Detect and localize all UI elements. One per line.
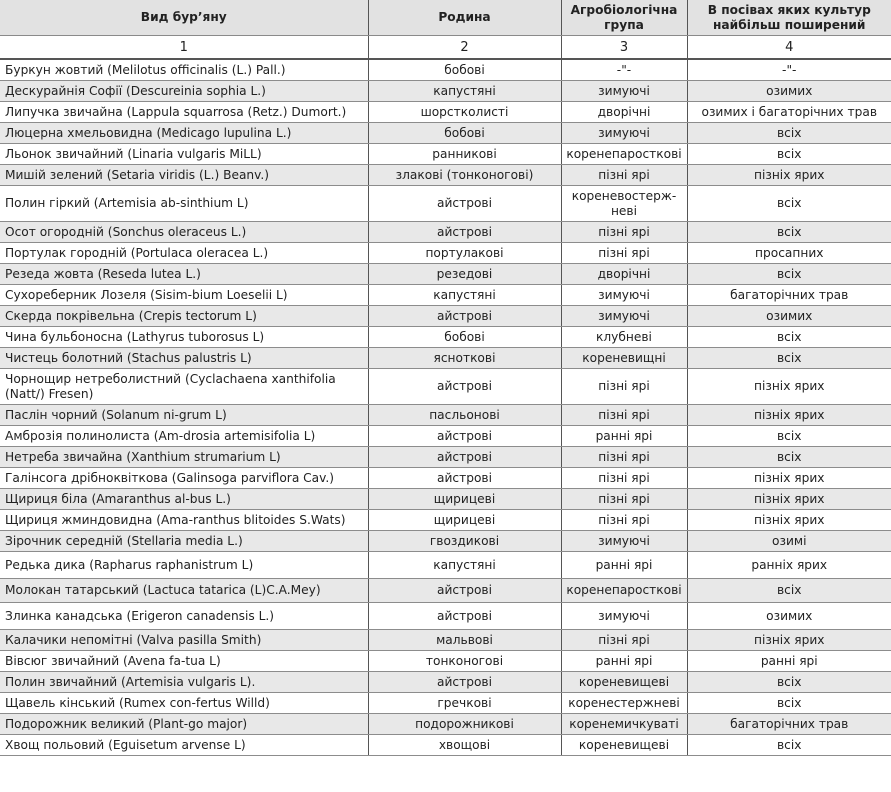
- crops-cell: озимих: [687, 306, 891, 327]
- group-cell: зимуючі: [561, 603, 687, 630]
- group-cell: коренемичкуваті: [561, 714, 687, 735]
- table-row: [0, 510, 891, 531]
- table-row: [0, 426, 891, 447]
- group-cell: кореневищні: [561, 348, 687, 369]
- weed-name-cell: Редька дика (Rapharus raphanistrum L): [0, 552, 368, 579]
- crops-cell: -"-: [687, 59, 891, 81]
- family-cell: бобові: [368, 327, 561, 348]
- crops-cell: всіх: [687, 144, 891, 165]
- weed-name-cell: Вівсюг звичайний (Avena fa-tua L): [0, 651, 368, 672]
- weed-name-cell: Молокан татарський (Lactuca tatarica (L)C.A.Mey): [0, 579, 368, 603]
- crops-cell: всіх: [687, 672, 891, 693]
- header-agrobiological-group-line1: Агробіологічна: [570, 2, 678, 17]
- weed-name-cell: Люцерна хмельовидна (Medicago lupulina L.): [0, 123, 368, 144]
- group-cell: дворічні: [561, 264, 687, 285]
- weed-name-cell: Щириця біла (Amaranthus al-bus L.): [0, 489, 368, 510]
- family-cell: айстрові: [368, 579, 561, 603]
- weed-name-cell: Паслін чорний (Solanum ni-grum L): [0, 405, 368, 426]
- crops-cell: всіх: [687, 579, 891, 603]
- table-body: [0, 36, 891, 756]
- group-cell: кореневищеві: [561, 672, 687, 693]
- group-cell: коренестержневі: [561, 693, 687, 714]
- weed-name-cell: Буркун жовтий (Melilotus officinalis (L.) Pall.): [0, 59, 368, 81]
- group-cell: пізні ярі: [561, 222, 687, 243]
- group-cell: пізні ярі: [561, 447, 687, 468]
- family-cell: капустяні: [368, 552, 561, 579]
- group-cell: пізні ярі: [561, 510, 687, 531]
- family-cell: бобові: [368, 123, 561, 144]
- table-row: [0, 369, 891, 405]
- weed-name-cell: Мишій зелений (Setaria viridis (L.) Beanv.): [0, 165, 368, 186]
- table-row: [0, 447, 891, 468]
- crops-cell: пізніх ярих: [687, 510, 891, 531]
- weed-name-cell: Дескурайнія Софії (Descureinia sophia L.): [0, 81, 368, 102]
- weed-name-cell: Чистець болотний (Stachus palustris L): [0, 348, 368, 369]
- weed-name-cell: Нетреба звичайна (Xanthium strumarium L): [0, 447, 368, 468]
- table-row: [0, 579, 891, 603]
- table-row: [0, 348, 891, 369]
- family-cell: айстрові: [368, 222, 561, 243]
- weed-name-cell: Амброзія полинолиста (Am-drosia artemisifolia L): [0, 426, 368, 447]
- family-cell: ясноткові: [368, 348, 561, 369]
- family-cell: щирицеві: [368, 510, 561, 531]
- table-row: [0, 672, 891, 693]
- crops-cell: пізніх ярих: [687, 405, 891, 426]
- crops-cell: всіх: [687, 222, 891, 243]
- weed-name-cell: Щириця жминдовидна (Ama-ranthus blitoides S.Wats): [0, 510, 368, 531]
- table-row: [0, 327, 891, 348]
- table-row: [0, 186, 891, 222]
- crops-cell: ранніх ярих: [687, 552, 891, 579]
- table-row: [0, 405, 891, 426]
- group-cell: пізні ярі: [561, 165, 687, 186]
- column-number: 1: [0, 36, 368, 60]
- table-row: [0, 264, 891, 285]
- table-row: [0, 735, 891, 756]
- weed-name-cell: Полин гіркий (Artemisia ab-sinthium L): [0, 186, 368, 222]
- crops-cell: ранні ярі: [687, 651, 891, 672]
- column-number: 4: [687, 36, 891, 60]
- group-cell: коренепаросткові: [561, 144, 687, 165]
- family-cell: тонконогові: [368, 651, 561, 672]
- weed-name-cell: Злинка канадська (Erigeron canadensis L.): [0, 603, 368, 630]
- family-cell: пасльонові: [368, 405, 561, 426]
- crops-cell: багаторічних трав: [687, 714, 891, 735]
- weed-name-cell: Портулак городній (Portulaca oleracea L.): [0, 243, 368, 264]
- weed-name-cell: Щавель кінський (Rumex con-fertus Willd): [0, 693, 368, 714]
- family-cell: бобові: [368, 59, 561, 81]
- crops-cell: озимих: [687, 81, 891, 102]
- group-cell: зимуючі: [561, 531, 687, 552]
- table-row: [0, 81, 891, 102]
- column-number: 3: [561, 36, 687, 60]
- family-cell: айстрові: [368, 426, 561, 447]
- weed-name-cell: Чина бульбоносна (Lathyrus tuborosus L): [0, 327, 368, 348]
- weed-name-cell: Льонок звичайний (Linaria vulgaris MiLL): [0, 144, 368, 165]
- header-crops-line2: найбільш поширений: [713, 17, 866, 32]
- weed-name-cell: Галінсога дрібноквіткова (Galinsoga parviflora Cav.): [0, 468, 368, 489]
- crops-cell: пізніх ярих: [687, 489, 891, 510]
- table-row: [0, 552, 891, 579]
- table-row: [0, 144, 891, 165]
- group-cell: зимуючі: [561, 81, 687, 102]
- crops-cell: всіх: [687, 426, 891, 447]
- crops-cell: озимих: [687, 603, 891, 630]
- weed-name-cell: Полин звичайний (Artemisia vulgaris L).: [0, 672, 368, 693]
- family-cell: ранникові: [368, 144, 561, 165]
- crops-cell: всіх: [687, 123, 891, 144]
- table-row: [0, 714, 891, 735]
- family-cell: айстрові: [368, 672, 561, 693]
- table-row: [0, 468, 891, 489]
- family-cell: айстрові: [368, 447, 561, 468]
- header-agrobiological-group: [561, 0, 687, 36]
- table-row: [0, 306, 891, 327]
- family-cell: айстрові: [368, 369, 561, 405]
- table-row: [0, 243, 891, 264]
- table-row: [0, 531, 891, 552]
- crops-cell: всіх: [687, 264, 891, 285]
- family-cell: айстрові: [368, 603, 561, 630]
- group-cell: пізні ярі: [561, 630, 687, 651]
- table-row: [0, 222, 891, 243]
- column-number-row: [0, 36, 891, 60]
- group-cell: -"-: [561, 59, 687, 81]
- group-cell: ранні ярі: [561, 552, 687, 579]
- group-cell: клубневі: [561, 327, 687, 348]
- table-row: [0, 489, 891, 510]
- group-cell: пізні ярі: [561, 369, 687, 405]
- group-cell: пізні ярі: [561, 243, 687, 264]
- table-row: [0, 165, 891, 186]
- header-crops-line1: В посівах яких культур: [707, 2, 871, 17]
- family-cell: резедові: [368, 264, 561, 285]
- family-cell: шорстколисті: [368, 102, 561, 123]
- crops-cell: пізніх ярих: [687, 369, 891, 405]
- weed-name-cell: Осот огородній (Sonchus oleraceus L.): [0, 222, 368, 243]
- group-cell: коренепаросткові: [561, 579, 687, 603]
- table-row: [0, 693, 891, 714]
- crops-cell: всіх: [687, 447, 891, 468]
- group-cell: зимуючі: [561, 285, 687, 306]
- table-header: [0, 0, 891, 36]
- weed-name-cell: Липучка звичайна (Lappula squarrosa (Retz.) Dumort.): [0, 102, 368, 123]
- group-cell: ранні ярі: [561, 426, 687, 447]
- family-cell: капустяні: [368, 285, 561, 306]
- family-cell: портулакові: [368, 243, 561, 264]
- family-cell: гвоздикові: [368, 531, 561, 552]
- table-row: [0, 630, 891, 651]
- group-cell: пізні ярі: [561, 489, 687, 510]
- weed-name-cell: Сухореберник Лозеля (Sisim-bium Loeselii L): [0, 285, 368, 306]
- family-cell: щирицеві: [368, 489, 561, 510]
- weed-name-cell: Калачики непомітні (Valva pasilla Smith): [0, 630, 368, 651]
- group-cell: пізні ярі: [561, 405, 687, 426]
- group-cell: пізні ярі: [561, 468, 687, 489]
- header-crops: [687, 0, 891, 36]
- weed-name-cell: Подорожник великий (Plant-go major): [0, 714, 368, 735]
- header-family: Родина: [368, 0, 561, 36]
- crops-cell: озимі: [687, 531, 891, 552]
- family-cell: капустяні: [368, 81, 561, 102]
- family-cell: злакові (тонконогові): [368, 165, 561, 186]
- table-row: [0, 603, 891, 630]
- crops-cell: пізніх ярих: [687, 630, 891, 651]
- group-cell: ранні ярі: [561, 651, 687, 672]
- group-cell: кореневостерж-неві: [561, 186, 687, 222]
- table-row: [0, 59, 891, 81]
- weed-name-cell: Чорнощир нетреболистний (Cyclachaena xanthifolia (Natt/) Fresen): [0, 369, 368, 405]
- crops-cell: багаторічних трав: [687, 285, 891, 306]
- weed-name-cell: Хвощ польовий (Eguisetum arvense L): [0, 735, 368, 756]
- table-row: [0, 651, 891, 672]
- family-cell: айстрові: [368, 306, 561, 327]
- crops-cell: всіх: [687, 186, 891, 222]
- crops-cell: всіх: [687, 327, 891, 348]
- crops-cell: озимих і багаторічних трав: [687, 102, 891, 123]
- family-cell: гречкові: [368, 693, 561, 714]
- group-cell: дворічні: [561, 102, 687, 123]
- crops-cell: всіх: [687, 348, 891, 369]
- crops-cell: пізніх ярих: [687, 165, 891, 186]
- family-cell: айстрові: [368, 186, 561, 222]
- weed-name-cell: Резеда жовта (Reseda lutea L.): [0, 264, 368, 285]
- family-cell: хвощові: [368, 735, 561, 756]
- table-row: [0, 285, 891, 306]
- crops-cell: всіх: [687, 693, 891, 714]
- group-cell: зимуючі: [561, 306, 687, 327]
- group-cell: кореневищеві: [561, 735, 687, 756]
- group-cell: зимуючі: [561, 123, 687, 144]
- crops-cell: просапних: [687, 243, 891, 264]
- header-weed-species: Вид бур’яну: [0, 0, 368, 36]
- table-row: [0, 123, 891, 144]
- column-number: 2: [368, 36, 561, 60]
- header-row: [0, 0, 891, 36]
- family-cell: мальвові: [368, 630, 561, 651]
- weed-name-cell: Зірочник середній (Stellaria media L.): [0, 531, 368, 552]
- family-cell: подорожникові: [368, 714, 561, 735]
- crops-cell: пізніх ярих: [687, 468, 891, 489]
- weed-name-cell: Скерда покрівельна (Crepis tectorum L): [0, 306, 368, 327]
- table-row: [0, 102, 891, 123]
- header-agrobiological-group-line2: група: [604, 17, 644, 32]
- crops-cell: всіх: [687, 735, 891, 756]
- family-cell: айстрові: [368, 468, 561, 489]
